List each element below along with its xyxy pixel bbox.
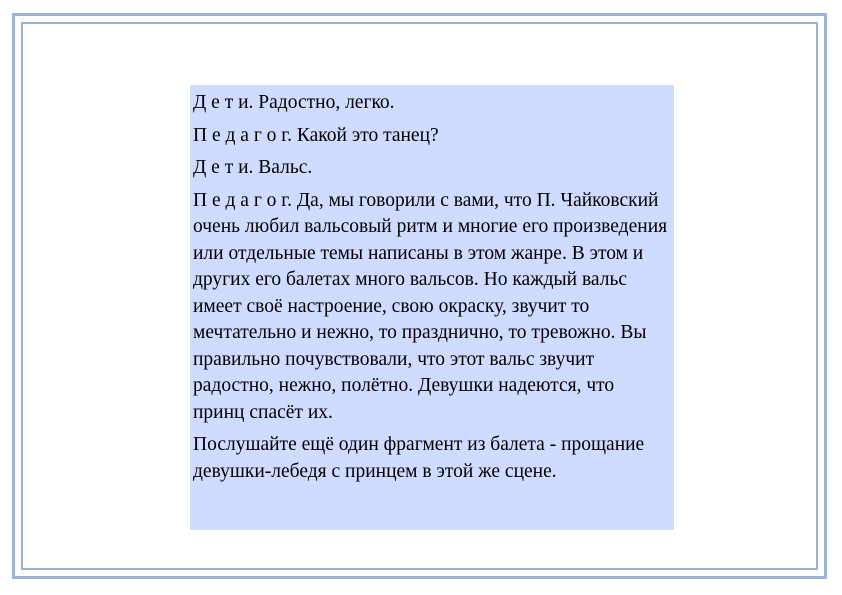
dialogue-text: Вальс. bbox=[253, 157, 313, 178]
speaker-label: Д е т и. bbox=[193, 157, 254, 178]
dialogue-line-2 bbox=[193, 123, 670, 150]
dialogue-text: Радостно, легко. bbox=[253, 92, 395, 113]
speaker-label: П е д а г о г. bbox=[193, 189, 292, 211]
dialogue-line-1 bbox=[193, 90, 670, 117]
speaker-label: Д е т и. bbox=[193, 92, 254, 113]
dialogue-text: Да, мы говорили с вами, что П. Чайковский очень любил вальсовый ритм и многие его произведения или отдельные темы написаны в этом жанре. В этом и других его балетах много вальсов. Но каждый вальс имеет своё настроение, свою окраску, звучит то мечтательно и нежно, то празднично, то тревожно. Вы правильно почувствовали, что этот вальс звучит радостно, нежно, полётно. Девушки надеются, что принц спасёт их. bbox=[193, 189, 668, 423]
speaker-label: П е д а г о г. bbox=[193, 124, 292, 146]
dialogue-text: Какой это танец? bbox=[292, 124, 439, 146]
closing-paragraph: Послушайте ещё один фрагмент из балета - прощание девушки-лебедя с принцем в этой же сцене. bbox=[193, 434, 645, 482]
dialogue-line-3 bbox=[193, 155, 670, 182]
dialogue-line-4 bbox=[193, 188, 670, 427]
text-box bbox=[190, 85, 674, 530]
